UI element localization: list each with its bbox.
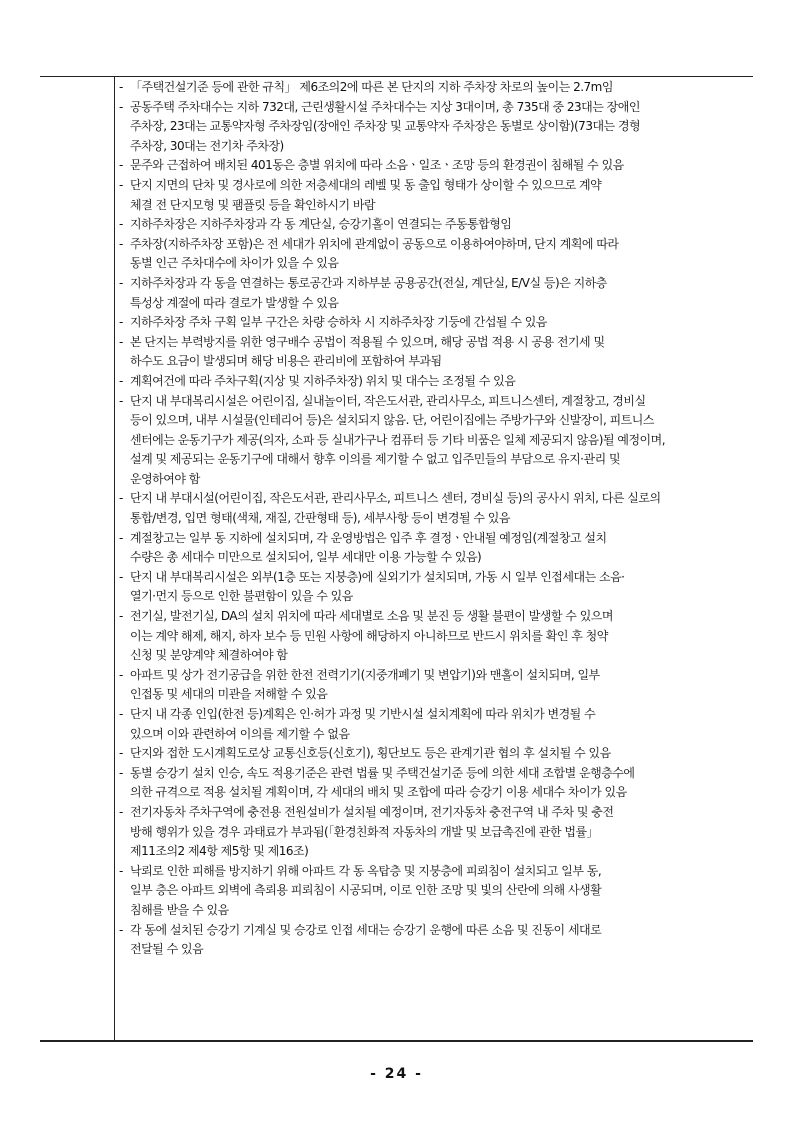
note-text: 단지 내 부대시설(어린이집, 작은도서관, 관리사무소, 피트니스 센터, 경비실 등)의 공사시 위치, 다른 실로의 통합/변경, 입면 형태(색채, 재질, 간판형태 등), 세부사항 등이 변경될 수 있음 bbox=[130, 491, 661, 526]
note-text: 전기실, 발전기실, DA의 설치 위치에 따라 세대별로 소음 및 분진 등 생활 불편이 발생할 수 있으며 이는 계약 해제, 해지, 하자 보수 등 민원 사항에 해당하지 아니하므로 반드시 위치를 확인 후 청약 신청 및 분양계약 체결하여야 함 bbox=[130, 609, 613, 663]
note-text: 지하주차장 주차 구획 일부 구간은 차량 승하차 시 지하주차장 기둥에 간섭될 수 있음 bbox=[130, 315, 547, 330]
note-text: 지하주차장과 각 동을 연결하는 통로공간과 지하부분 공용공간(전실, 계단실, E/V실 등)은 지하층 특성상 계절에 따라 결로가 발생할 수 있음 bbox=[130, 275, 607, 310]
note-item bbox=[119, 744, 749, 764]
note-dash: - bbox=[119, 922, 123, 937]
note-text: 단지 지면의 단차 및 경사로에 의한 저층세대의 레벨 및 동 출입 형태가 상이할 수 있으므로 계약 체결 전 단지모형 및 팸플릿 등을 확인하시기 바람 bbox=[130, 177, 602, 212]
note-item bbox=[119, 98, 749, 157]
note-text: 단지 내 부대복리시설은 외부(1층 또는 지붕층)에 실외기가 설치되며, 가동 시 일부 인접세대는 소음· 열기·먼지 등으로 인한 불편함이 있을 수 있음 bbox=[130, 569, 625, 604]
note-dash: - bbox=[119, 158, 123, 173]
note-item bbox=[119, 313, 749, 333]
notes-column bbox=[115, 78, 753, 960]
note-dash: - bbox=[119, 80, 123, 94]
note-dash: - bbox=[119, 804, 123, 819]
note-item bbox=[119, 529, 749, 568]
note-item bbox=[119, 607, 749, 666]
note-text: 아파트 및 상가 전기공급을 위한 한전 전력기기(지중개폐기 및 변압기)와 맨홀이 설치되며, 일부 인접동 및 세대의 미관을 저해할 수 있음 bbox=[130, 667, 600, 702]
page-number: - 24 - bbox=[370, 1066, 423, 1082]
note-dash: - bbox=[119, 569, 123, 584]
note-dash: - bbox=[119, 99, 123, 114]
note-text: 계절창고는 일부 동 지하에 설치되며, 각 운영방법은 입주 후 결정ㆍ안내될 예정임(계절창고 설치 수량은 총 세대수 미만으로 설치되어, 일부 세대만 이용 가능할 수 있음) bbox=[130, 530, 607, 565]
note-item bbox=[119, 803, 749, 862]
note-item bbox=[119, 666, 749, 705]
note-text: 계획여건에 따라 주차구획(지상 및 지하주차장) 위치 및 대수는 조정될 수 있음 bbox=[130, 373, 516, 388]
note-item bbox=[119, 235, 749, 274]
note-item bbox=[119, 176, 749, 215]
note-text: 문주와 근접하여 배치된 401동은 층별 위치에 따라 소음ㆍ일조ㆍ조망 등의 환경권이 침해될 수 있음 bbox=[130, 158, 624, 173]
note-dash: - bbox=[119, 667, 123, 682]
note-dash: - bbox=[119, 393, 123, 408]
note-dash: - bbox=[119, 707, 123, 721]
note-text: 「주택건설기준 등에 관한 규칙」 제6조의2에 따른 본 단지의 지하 주차장 차로의 높이는 2.7m임 bbox=[130, 80, 613, 94]
note-item bbox=[119, 372, 749, 392]
note-dash: - bbox=[119, 217, 123, 232]
note-item bbox=[119, 156, 749, 176]
note-text: 전기자동차 주차구역에 충전용 전원설비가 설치될 예정이며, 전기자동차 충전구역 내 주차 및 충전 방해 행위가 있을 경우 과태료가 부과됨(「환경친화적 자동차의 개발 및 보급촉진에 관한 법률」 제11조의2 제4항 제5항 및 제16조) bbox=[130, 804, 614, 859]
note-item bbox=[119, 705, 749, 744]
note-dash: - bbox=[119, 373, 123, 388]
note-item bbox=[119, 333, 749, 372]
note-dash: - bbox=[119, 491, 123, 506]
table-label-column bbox=[40, 77, 115, 1040]
note-item bbox=[119, 215, 749, 235]
note-dash: - bbox=[119, 334, 123, 349]
note-text: 공동주택 주차대수는 지하 732대, 근린생활시설 주차대수는 지상 3대이며, 총 735대 중 23대는 장애인 주차장, 23대는 교통약자형 주차장임(장애인 주차장 및 교통약자 주차장은 동별로 상이함)(73대는 경형 주차장, 30대는 전기차 주차장) bbox=[130, 99, 641, 153]
note-dash: - bbox=[119, 863, 123, 878]
note-dash: - bbox=[119, 746, 123, 761]
note-dash: - bbox=[119, 315, 123, 330]
note-text: 낙뢰로 인한 피해를 방지하기 위해 아파트 각 동 옥탑층 및 지붕층에 피뢰침이 설치되고 일부 동, 일부 층은 아파트 외벽에 측뢰용 피뢰침이 시공되며, 이로 인한 조망 및 빛의 산란에 의해 사생활 침해를 받을 수 있음 bbox=[130, 863, 602, 917]
note-text: 주차장(지하주차장 포함)은 전 세대가 위치에 관계없이 공동으로 이용하여야하며, 단지 계획에 따라 동별 인근 주차대수에 차이가 있을 수 있음 bbox=[130, 236, 619, 271]
note-text: 단지와 접한 도시계획도로상 교통신호등(신호기), 횡단보도 등은 관계기관 협의 후 설치될 수 있음 bbox=[130, 746, 611, 761]
note-text: 지하주차장은 지하주차장과 각 동 계단실, 승강기홀이 연결되는 주동통합형임 bbox=[130, 217, 512, 232]
note-item bbox=[119, 568, 749, 607]
note-item bbox=[119, 392, 749, 490]
note-item bbox=[119, 489, 749, 528]
note-dash: - bbox=[119, 609, 123, 624]
note-text: 동별 승강기 설치 인승, 속도 적용기준은 관련 법률 및 주택건설기준 등에 의한 세대 조합별 운행층수에 의한 규격으로 적용 설치될 계획이며, 각 세대의 배치 및 조합에 따라 승강기 이용 세대수 차이가 있음 bbox=[130, 765, 635, 800]
note-dash: - bbox=[119, 765, 123, 780]
note-dash: - bbox=[119, 275, 123, 290]
note-item bbox=[119, 78, 749, 98]
note-item bbox=[119, 862, 749, 921]
note-dash: - bbox=[119, 177, 123, 192]
note-text: 각 동에 설치된 승강기 기계실 및 승강로 인접 세대는 승강기 운행에 따른 소음 및 진동이 세대로 전달될 수 있음 bbox=[130, 922, 602, 957]
note-dash: - bbox=[119, 530, 123, 545]
note-text: 본 단지는 부력방지를 위한 영구배수 공법이 적용될 수 있으며, 해당 공법 적용 시 공용 전기세 및 하수도 요금이 발생되며 해당 비용은 관리비에 포함하여 부과됨 bbox=[130, 334, 605, 369]
notice-table bbox=[40, 76, 753, 1042]
note-item bbox=[119, 764, 749, 803]
note-text: 단지 내 부대복리시설은 어린이집, 실내놀이터, 작은도서관, 관리사무소, 피트니스센터, 계절창고, 경비실 등이 있으며, 내부 시설물(인테리어 등)은 설치되지 않음. 단, 어린이집에는 주방가구와 신발장이, 피트니스 센터에는 운동기구가 제공(의자, 소파 등 실내가구나 컴퓨터 등 기타 비품은 일체 제공되지 않음)될 예정이며, 설계 및 제공되는 운동기구에 대해서 향후 이의를 제기할 수 없고 입주민들의 부담으로 유지·관리 및 운영하여야 함 bbox=[130, 393, 666, 486]
note-item bbox=[119, 274, 749, 313]
note-item bbox=[119, 921, 749, 960]
note-dash: - bbox=[119, 236, 123, 251]
note-text: 단지 내 각종 인입(한전 등)계획은 인·허가 과정 및 기반시설 설치계획에 따라 위치가 변경될 수 있으며 이와 관련하여 이의를 제기할 수 없음 bbox=[130, 707, 596, 741]
